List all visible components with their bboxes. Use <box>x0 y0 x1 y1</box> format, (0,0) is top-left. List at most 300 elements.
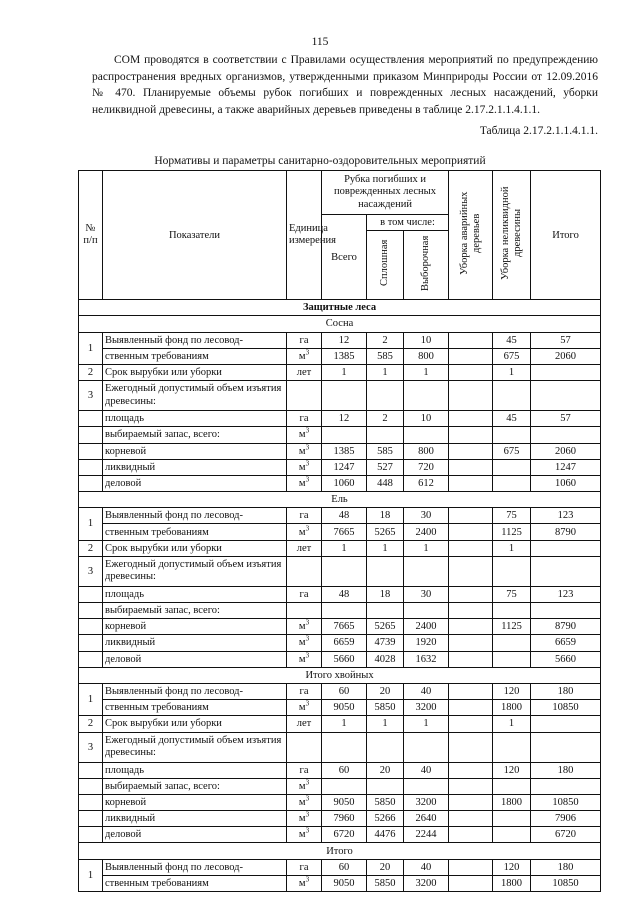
row-unit <box>287 524 322 540</box>
cell-sel: 3200 <box>404 794 449 810</box>
cell-sum: 8790 <box>531 524 601 540</box>
row-unit <box>287 811 322 827</box>
row-label: ственным требованиям <box>103 348 287 364</box>
row-label: ликвидный <box>103 635 287 651</box>
cell-illiq <box>493 811 531 827</box>
row-number: 3 <box>79 732 103 762</box>
table-row <box>79 619 601 635</box>
unit-text: м <box>298 813 306 825</box>
row-label: корневой <box>103 619 287 635</box>
cell-total: 60 <box>322 683 367 699</box>
cell-total: 48 <box>322 508 367 524</box>
row-number: 1 <box>79 332 103 364</box>
table-row <box>79 411 601 427</box>
unit-text: га <box>299 764 309 776</box>
cell-sel: 800 <box>404 443 449 459</box>
table-row <box>79 508 601 524</box>
cell-clear: 1 <box>367 364 404 380</box>
unit-text: лет <box>296 542 312 554</box>
cell-emer <box>449 475 493 491</box>
cell-total: 1385 <box>322 348 367 364</box>
cell-sel: 3200 <box>404 700 449 716</box>
row-label: ственным требованиям <box>103 875 287 891</box>
unit-text: м <box>298 429 306 441</box>
table-row <box>79 762 601 778</box>
page-number: 115 <box>311 36 329 48</box>
row-unit <box>287 778 322 794</box>
cell-emer <box>449 732 493 762</box>
row-label: ственным требованиям <box>103 700 287 716</box>
cell-emer <box>449 540 493 556</box>
cell-illiq <box>493 778 531 794</box>
cell-emer <box>449 683 493 699</box>
row-unit <box>287 683 322 699</box>
table-row <box>79 794 601 810</box>
row-unit <box>287 411 322 427</box>
cell-total: 48 <box>322 586 367 602</box>
unit-text: м <box>298 796 306 808</box>
unit-superscript: 3 <box>305 810 310 819</box>
cell-clear <box>367 603 404 619</box>
cell-emer <box>449 635 493 651</box>
cell-clear: 18 <box>367 586 404 602</box>
unit-text: м <box>298 637 306 649</box>
cell-total: 9050 <box>322 700 367 716</box>
cell-sum <box>531 603 601 619</box>
cell-sum: 6720 <box>531 827 601 843</box>
cell-sel: 40 <box>404 683 449 699</box>
cell-clear: 20 <box>367 762 404 778</box>
unit-text: м <box>298 350 306 362</box>
cell-sum <box>531 716 601 732</box>
table-row <box>79 556 601 586</box>
cell-sel: 1632 <box>404 651 449 667</box>
row-number: 1 <box>79 683 103 715</box>
cell-clear: 4476 <box>367 827 404 843</box>
row-number <box>79 778 103 794</box>
row-unit <box>287 762 322 778</box>
cell-illiq <box>493 459 531 475</box>
row-number: 2 <box>79 540 103 556</box>
unit-text: м <box>298 653 306 665</box>
cell-sel: 2400 <box>404 619 449 635</box>
cell-sel: 3200 <box>404 875 449 891</box>
row-label: Срок вырубки или уборки <box>103 716 287 732</box>
cell-total: 1385 <box>322 443 367 459</box>
row-number <box>79 794 103 810</box>
row-label: Срок вырубки или уборки <box>103 540 287 556</box>
row-unit <box>287 586 322 602</box>
unit-superscript: 3 <box>305 634 310 643</box>
cell-illiq <box>493 603 531 619</box>
row-number: 3 <box>79 381 103 411</box>
table-row <box>79 778 601 794</box>
row-label: Выявленный фонд по лесовод- <box>103 508 287 524</box>
cell-sum: 8790 <box>531 619 601 635</box>
table-row <box>79 875 601 891</box>
cell-sum <box>531 732 601 762</box>
row-label: Выявленный фонд по лесовод- <box>103 683 287 699</box>
unit-superscript: 3 <box>305 875 310 884</box>
group-row <box>79 492 601 508</box>
section-title: Защитные леса <box>79 300 601 316</box>
unit-text: га <box>299 413 309 425</box>
cell-illiq: 1800 <box>493 700 531 716</box>
header-illiquid: Уборка неликвидной древесины <box>493 171 531 300</box>
row-label: ликвидный <box>103 811 287 827</box>
cell-total <box>322 556 367 586</box>
cell-total: 7960 <box>322 811 367 827</box>
cell-emer <box>449 794 493 810</box>
cell-total: 7665 <box>322 619 367 635</box>
group-title: Сосна <box>79 316 601 332</box>
cell-clear: 527 <box>367 459 404 475</box>
unit-superscript: 3 <box>305 459 310 468</box>
cell-clear <box>367 381 404 411</box>
cell-clear: 585 <box>367 348 404 364</box>
cell-emer <box>449 603 493 619</box>
row-unit <box>287 556 322 586</box>
row-number <box>79 411 103 427</box>
unit-superscript: 3 <box>305 348 310 357</box>
row-label: корневой <box>103 794 287 810</box>
header-indicators: Показатели <box>103 171 287 300</box>
cell-illiq: 120 <box>493 762 531 778</box>
row-label: выбираемый запас, всего: <box>103 778 287 794</box>
cell-clear <box>367 556 404 586</box>
cell-sum: 5660 <box>531 651 601 667</box>
group-title: Итого хвойных <box>79 667 601 683</box>
cell-sum <box>531 427 601 443</box>
cell-emer <box>449 381 493 411</box>
row-label: Выявленный фонд по лесовод- <box>103 332 287 348</box>
header-including: в том числе: <box>367 215 449 231</box>
cell-illiq: 1800 <box>493 875 531 891</box>
cell-clear: 448 <box>367 475 404 491</box>
row-unit <box>287 427 322 443</box>
unit-text: м <box>298 477 306 489</box>
cell-sum: 10850 <box>531 794 601 810</box>
cell-illiq: 75 <box>493 586 531 602</box>
table-row <box>79 683 601 699</box>
cell-clear: 20 <box>367 859 404 875</box>
cell-emer <box>449 827 493 843</box>
group-row <box>79 843 601 859</box>
cell-total <box>322 603 367 619</box>
unit-superscript: 3 <box>305 826 310 835</box>
cell-illiq: 1 <box>493 364 531 380</box>
unit-text: м <box>298 461 306 473</box>
unit-text: га <box>299 334 309 346</box>
cell-sel: 1 <box>404 716 449 732</box>
unit-superscript: 3 <box>305 651 310 660</box>
cell-clear: 5265 <box>367 524 404 540</box>
row-label: площадь <box>103 586 287 602</box>
cell-clear: 1 <box>367 716 404 732</box>
cell-clear: 5850 <box>367 794 404 810</box>
cell-total: 60 <box>322 762 367 778</box>
cell-emer <box>449 524 493 540</box>
table-row <box>79 603 601 619</box>
cell-sel: 612 <box>404 475 449 491</box>
table-row <box>79 700 601 716</box>
cell-emer <box>449 508 493 524</box>
cell-emer <box>449 556 493 586</box>
cell-illiq: 45 <box>493 332 531 348</box>
row-unit <box>287 443 322 459</box>
cell-sel <box>404 427 449 443</box>
row-number <box>79 811 103 827</box>
cell-emer <box>449 459 493 475</box>
table-row <box>79 586 601 602</box>
row-label: ликвидный <box>103 459 287 475</box>
row-number <box>79 459 103 475</box>
cell-illiq <box>493 381 531 411</box>
row-number <box>79 443 103 459</box>
unit-text: м <box>298 445 306 457</box>
unit-superscript: 3 <box>305 426 310 435</box>
cell-clear <box>367 427 404 443</box>
row-number <box>79 586 103 602</box>
unit-text: га <box>299 861 309 873</box>
cell-illiq <box>493 556 531 586</box>
row-number: 1 <box>79 859 103 891</box>
unit-superscript: 3 <box>305 618 310 627</box>
group-row <box>79 316 601 332</box>
cell-clear: 2 <box>367 332 404 348</box>
cell-total: 1 <box>322 540 367 556</box>
unit-text: лет <box>296 367 312 379</box>
cell-sel: 30 <box>404 586 449 602</box>
cell-sum: 10850 <box>531 875 601 891</box>
table-row <box>79 427 601 443</box>
cell-clear: 5850 <box>367 700 404 716</box>
row-number: 1 <box>79 508 103 540</box>
row-label: площадь <box>103 762 287 778</box>
cell-clear: 5265 <box>367 619 404 635</box>
table-row <box>79 443 601 459</box>
table-row <box>79 635 601 651</box>
cell-sel: 1920 <box>404 635 449 651</box>
cell-sel <box>404 556 449 586</box>
row-number: 2 <box>79 716 103 732</box>
cell-sum <box>531 778 601 794</box>
group-title: Итого <box>79 843 601 859</box>
row-label: корневой <box>103 443 287 459</box>
row-unit <box>287 619 322 635</box>
header-clear: Сплошная <box>367 231 404 300</box>
table-row <box>79 811 601 827</box>
row-unit <box>287 475 322 491</box>
cell-total: 12 <box>322 411 367 427</box>
cell-sel: 1 <box>404 364 449 380</box>
cell-sel <box>404 603 449 619</box>
cell-illiq <box>493 635 531 651</box>
unit-text: м <box>298 829 306 841</box>
group-row <box>79 667 601 683</box>
row-label: выбираемый запас, всего: <box>103 427 287 443</box>
cell-total: 60 <box>322 859 367 875</box>
cell-sum <box>531 381 601 411</box>
row-unit <box>287 603 322 619</box>
unit-superscript: 3 <box>305 475 310 484</box>
table-row <box>79 364 601 380</box>
unit-text: га <box>299 686 309 698</box>
cell-emer <box>449 651 493 667</box>
cell-total <box>322 778 367 794</box>
row-unit <box>287 794 322 810</box>
cell-illiq: 1125 <box>493 524 531 540</box>
cell-illiq: 675 <box>493 443 531 459</box>
row-label: ственным требованиям <box>103 524 287 540</box>
cell-total <box>322 427 367 443</box>
cell-illiq <box>493 427 531 443</box>
row-number <box>79 635 103 651</box>
cell-sel: 2244 <box>404 827 449 843</box>
unit-superscript: 3 <box>305 778 310 787</box>
row-number <box>79 603 103 619</box>
cell-total: 1247 <box>322 459 367 475</box>
cell-total: 1 <box>322 364 367 380</box>
row-number <box>79 619 103 635</box>
cell-sum: 2060 <box>531 443 601 459</box>
cell-sel: 1 <box>404 540 449 556</box>
cell-clear: 5850 <box>367 875 404 891</box>
row-number <box>79 475 103 491</box>
header-grand-total: Итого <box>531 171 601 300</box>
cell-emer <box>449 332 493 348</box>
cell-emer <box>449 443 493 459</box>
row-label: площадь <box>103 411 287 427</box>
row-unit <box>287 364 322 380</box>
cell-emer <box>449 411 493 427</box>
row-label: Ежегодный допустимый объем изъятия древесины: <box>103 732 287 762</box>
cell-sum <box>531 540 601 556</box>
header-emergency: Уборка аварийных деревьев <box>449 171 493 300</box>
table-row <box>79 716 601 732</box>
cell-total: 1060 <box>322 475 367 491</box>
row-unit <box>287 651 322 667</box>
unit-text: м <box>298 526 306 538</box>
cell-clear: 20 <box>367 683 404 699</box>
cell-emer <box>449 859 493 875</box>
row-unit <box>287 381 322 411</box>
cell-emer <box>449 811 493 827</box>
header-selective: Выборочная <box>404 231 449 300</box>
cell-sum: 57 <box>531 411 601 427</box>
row-unit <box>287 732 322 762</box>
cell-clear: 2 <box>367 411 404 427</box>
row-label: выбираемый запас, всего: <box>103 603 287 619</box>
row-unit <box>287 635 322 651</box>
cell-sum: 57 <box>531 332 601 348</box>
cell-illiq: 675 <box>493 348 531 364</box>
unit-text: м <box>298 780 306 792</box>
cell-total: 7665 <box>322 524 367 540</box>
norms-table <box>78 170 601 892</box>
cell-clear: 4028 <box>367 651 404 667</box>
row-unit <box>287 508 322 524</box>
table-title: Нормативы и параметры санитарно-оздоровительных мероприятий <box>154 155 486 167</box>
cell-emer <box>449 619 493 635</box>
cell-sum: 1060 <box>531 475 601 491</box>
unit-superscript: 3 <box>305 794 310 803</box>
unit-superscript: 3 <box>305 524 310 533</box>
unit-text: м <box>298 702 306 714</box>
row-unit <box>287 348 322 364</box>
cell-sum: 1247 <box>531 459 601 475</box>
cell-illiq: 1800 <box>493 794 531 810</box>
row-number <box>79 651 103 667</box>
table-row <box>79 332 601 348</box>
cell-sum: 6659 <box>531 635 601 651</box>
cell-clear: 585 <box>367 443 404 459</box>
cell-sum: 123 <box>531 508 601 524</box>
row-unit <box>287 540 322 556</box>
cell-emer <box>449 762 493 778</box>
cell-illiq <box>493 827 531 843</box>
row-unit <box>287 332 322 348</box>
header-num: № п/п <box>79 171 103 300</box>
row-label: Срок вырубки или уборки <box>103 364 287 380</box>
row-label: деловой <box>103 475 287 491</box>
row-number: 3 <box>79 556 103 586</box>
cell-illiq: 120 <box>493 683 531 699</box>
cell-illiq <box>493 732 531 762</box>
table-row <box>79 381 601 411</box>
cell-illiq: 45 <box>493 411 531 427</box>
cell-clear: 18 <box>367 508 404 524</box>
cell-sel: 40 <box>404 762 449 778</box>
row-label: Ежегодный допустимый объем изъятия древесины: <box>103 381 287 411</box>
row-label: Выявленный фонд по лесовод- <box>103 859 287 875</box>
cell-sel: 40 <box>404 859 449 875</box>
cell-illiq: 1125 <box>493 619 531 635</box>
cell-sel: 10 <box>404 332 449 348</box>
cell-clear: 5266 <box>367 811 404 827</box>
cell-clear <box>367 732 404 762</box>
body-paragraph: СОМ проводятся в соответствии с Правилами осуществления мероприятий по предупреждению распространения вредных организмов, утвержденными приказом Минприроды России от 12.09.2016 № 470. Планируемые объемы рубок погибших и поврежденных лесных насаждений, уборки неликвидной древесины, а также аварийных деревьев приведены в таблице 2.17.2.1.1.4.1.1. <box>92 54 598 116</box>
cell-sel <box>404 381 449 411</box>
cell-emer <box>449 778 493 794</box>
table-row <box>79 540 601 556</box>
header-unit: Единица измерения <box>287 171 322 300</box>
cell-illiq: 1 <box>493 716 531 732</box>
cell-emer <box>449 700 493 716</box>
cell-total: 12 <box>322 332 367 348</box>
cell-emer <box>449 716 493 732</box>
cell-total: 5660 <box>322 651 367 667</box>
cell-illiq: 75 <box>493 508 531 524</box>
cell-total: 6720 <box>322 827 367 843</box>
cell-sum: 10850 <box>531 700 601 716</box>
cell-total: 9050 <box>322 794 367 810</box>
cell-total: 6659 <box>322 635 367 651</box>
cell-sel: 800 <box>404 348 449 364</box>
row-unit <box>287 716 322 732</box>
cell-illiq: 1 <box>493 540 531 556</box>
cell-sum: 180 <box>531 683 601 699</box>
section-row <box>79 300 601 316</box>
cell-total <box>322 732 367 762</box>
cell-emer <box>449 875 493 891</box>
header-cutting: Рубка погибших и поврежденных лесных насаждений <box>322 171 449 215</box>
unit-superscript: 3 <box>305 699 310 708</box>
row-unit <box>287 875 322 891</box>
cell-total: 9050 <box>322 875 367 891</box>
cell-sel: 10 <box>404 411 449 427</box>
cell-sel: 720 <box>404 459 449 475</box>
